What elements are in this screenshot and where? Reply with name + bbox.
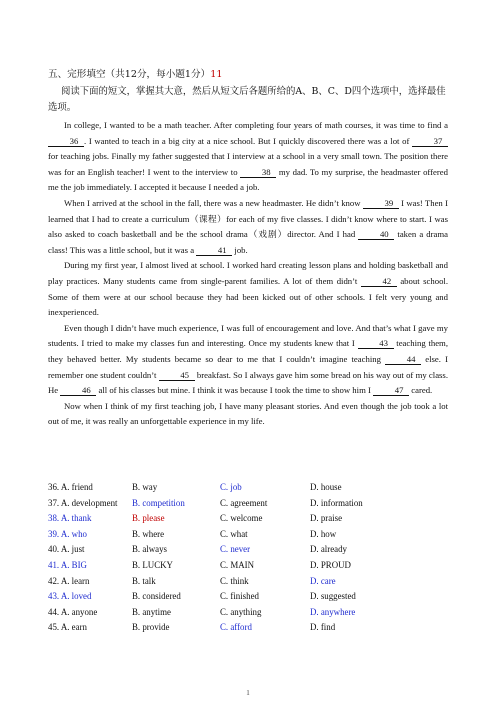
option-42-a: 42. A. learn [48,575,90,586]
option-row-37 [48,496,468,512]
option-36-d: D. house [310,482,342,492]
option-45-d: D. find [310,622,336,633]
answer-options [48,480,468,636]
option-38-d: D. praise [310,513,343,524]
option-row-45 [48,620,468,636]
option-43-a: 43. A. loved [48,591,92,602]
option-37-d: D. information [310,497,363,508]
blank-40: 40 [358,230,394,240]
option-45-b: B. provide [132,622,170,633]
section-number: 11 [210,69,223,80]
option-40-a: 40. A. just [48,544,85,555]
option-42-b: B. talk [132,575,156,586]
option-40-d: D. already [310,544,347,555]
blank-42: 42 [361,277,397,287]
blank-37: 37 [412,137,448,147]
blank-39: 39 [363,199,399,209]
option-38-a: 38. A. thank [48,513,92,524]
instruction-text: 阅读下面的短文，掌握其大意，然后从短文后各题所给的A、B、C、D四个选项中，选择最佳选项。 [48,86,446,113]
paragraph-1: In college, I wanted to be a math teacher. After completing four years of math courses, it was time to find a 36 . I wanted to teach in a big city at a nice school. But I quickly discovered there was a lot of 37 for teaching jobs. Finally my father suggested that I interview at a school in a very small town. The position there was for an English teacher! I went to the interview to 38 my dad. To my surprise, the headmaster offered me the job immediately. I accepted it because I needed a job. [48,120,448,193]
blank-47: 47 [373,386,409,396]
blank-36: 36 [48,137,84,147]
blank-44: 44 [385,355,421,365]
option-38-b: B. please [132,513,165,524]
option-44-d: D. anywhere [310,606,356,617]
option-37-c: C. agreement [220,497,268,508]
option-39-d: D. how [310,528,337,539]
option-44-a: 44. A. anyone [48,606,98,617]
passage [48,118,448,430]
blank-46: 46 [60,386,96,396]
option-row-42 [48,574,468,590]
option-36-a: 36. A. friend [48,482,93,492]
option-41-b: B. LUCKY [132,559,173,570]
blank-38: 38 [240,168,276,178]
option-40-c: C. never [220,544,251,555]
option-36-b: B. way [132,482,158,492]
option-row-39 [48,527,468,543]
option-row-36 [48,480,468,496]
option-row-38 [48,511,468,527]
option-36-c: C. job [220,482,242,492]
option-44-b: B. anytime [132,606,171,617]
option-44-c: C. anything [220,606,262,617]
option-42-c: C. think [220,575,249,586]
option-row-43 [48,589,468,605]
option-45-a: 45. A. earn [48,622,87,633]
option-38-c: C. welcome [220,513,263,524]
option-41-a: 41. A. BIG [48,559,87,570]
section-title: 五、完形填空（共12分，每小题1分）11 [48,69,223,80]
option-41-c: C. MAIN [220,559,255,570]
blank-41: 41 [196,246,232,256]
option-39-b: B. where [132,528,165,539]
paragraph-4: Even though I didn’t have much experience, I was full of encouragement and love. And that’s what I gave my students. I tried to make my classes fun and interesting. Once my students knew that I 43 teaching them, they behaved better. My students became so dear to me that I couldn’t imagine teaching 44 else. I remember one student couldn’t 45 breakfast. So I always gave him some bread on his way out of my class. He 46 all of his classes but mine. I think it was because I took the time to show him I 47 cared. [48,322,448,396]
option-45-c: C. afford [220,622,252,633]
option-43-b: B. considered [132,591,181,602]
blank-43: 43 [358,339,394,349]
option-37-b: B. competition [132,497,185,508]
paragraph-3: During my first year, I almost lived at school. I worked hard creating lesson plans and holding basketball and play practices. Many students came from single-parent families. A lot of them didn’t 42 about school. Some of them were at our school because they had been kicked out of other schools. I felt very young and inexperienced. [48,260,448,318]
option-41-d: D. PROUD [310,559,351,570]
page-number: 1 [246,689,250,697]
option-43-c: C. finished [220,591,259,602]
paragraph-2: When I arrived at the school in the fall, there was a new headmaster. He didn’t know 39 I was! Then I learned that I had to create a curriculum（课程）for each of my five classes. I didn’t know where to start. I was also asked to coach basketball and be the school drama（戏剧）director. And I had 40 taken a drama class! This was a little school, but it was a 41 job. [48,197,449,255]
option-37-a: 37. A. development [48,497,118,508]
option-43-d: D. suggested [310,591,356,602]
blank-45: 45 [159,371,195,381]
option-40-b: B. always [132,544,168,555]
option-row-44 [48,605,468,621]
option-row-41 [48,558,468,574]
option-42-d: D. care [310,575,336,586]
option-39-c: C. what [220,528,248,539]
option-row-40 [48,542,468,558]
paragraph-5: Now when I think of my first teaching job, I have many pleasant stories. And even though the job took a lot out of me, it was really an unforgettable experience in my life. [48,400,448,427]
option-39-a: 39. A. who [48,528,87,539]
